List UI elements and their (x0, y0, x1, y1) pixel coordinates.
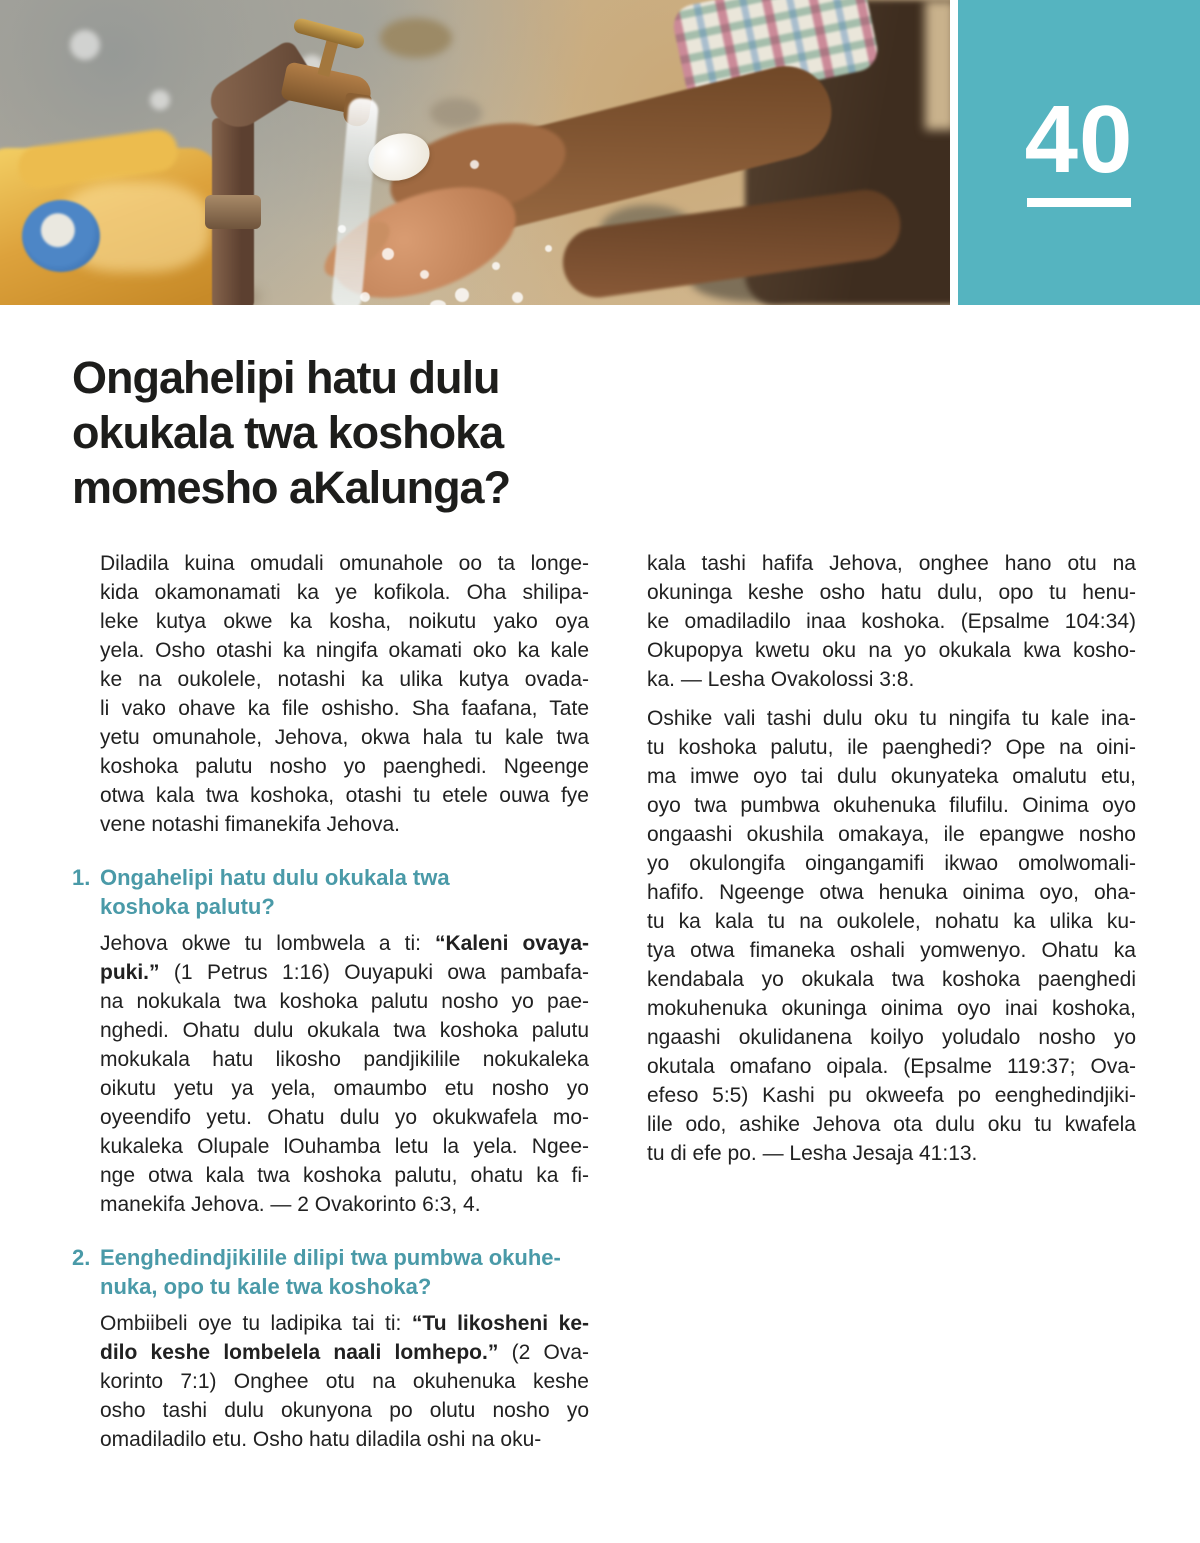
text-line: ka. — Lesha Ovakolossi 3:8. (647, 668, 915, 691)
text-line: Diladila kuina omudali omunahole oo ta longe- (100, 552, 589, 575)
lesson-number: 40 (1024, 86, 1134, 193)
text-line: vene notashi fimanekifa Jehova. (100, 813, 401, 836)
water-drop (360, 292, 370, 302)
text-line: yetu omunahole, Jehova, okwa hala tu kale twa (100, 726, 589, 749)
text-line: Okupopya kwetu oku na yo okukala kwa kosho- (647, 639, 1136, 662)
question-line: Eenghedindjikilile dilipi twa pumbwa okuhe- (100, 1245, 561, 1270)
text-line: kala tashi hafifa Jehova, onghee hano otu na (647, 552, 1136, 575)
water-drop (455, 288, 469, 302)
text-line: yo okulongifa oingangamifi ikwao omolwomali- (647, 852, 1136, 875)
paragraph (72, 549, 589, 839)
header-photo (0, 0, 950, 305)
text-line: kendabala yo okukala twa koshoka paenghedi (647, 968, 1136, 991)
jerrycan-cap (22, 200, 100, 272)
scripture-quote-bold: “Tu likosheni ke- (411, 1312, 589, 1335)
question-text (100, 1243, 561, 1301)
text-line: otwa kala twa koshoka, otashi tu etele ouwa fye (100, 784, 589, 807)
water-drop (430, 300, 446, 305)
text-line: tu koshoka palutu, ile paenghedi? Ope na oini- (647, 736, 1136, 759)
question-heading (72, 1243, 589, 1301)
text-line: li vako ohave ka file oshisho. Sha faafana, Tate (100, 697, 589, 720)
text-line: omadiladilo etu. Osho hatu diladila oshi na oku- (100, 1428, 542, 1451)
left-column (72, 549, 589, 1454)
text-line (100, 1309, 589, 1338)
water-drop (492, 262, 500, 270)
text-line: nge otwa kala twa koshoka palutu, ohatu ka fi- (100, 1164, 589, 1187)
text-line: ke na oukolele, notashi ka ulika kutya ovada- (100, 668, 589, 691)
water-drop (512, 292, 523, 303)
article-body (72, 549, 1137, 1454)
question-number: 2. (72, 1245, 91, 1270)
text-line: tu ka kala tu na oukolele, nohatu ka ulika ku- (647, 910, 1136, 933)
text-line: oyo twa pumbwa okuhenuka filufilu. Oinima oyo (647, 794, 1136, 817)
text-line: okuninga keshe osho hatu dulu, opo tu henu- (647, 581, 1136, 604)
scripture-quote-bold: puki.” (100, 961, 160, 984)
text-line: mokuhenuka okuninga oinima oyo inai koshoka, (647, 997, 1136, 1020)
text-line: oyeendifo yetu. Ohatu dulu yo okukwafela mo- (100, 1106, 589, 1129)
paragraph (619, 704, 1136, 1168)
scripture-quote-bold: dilo keshe lombelela naali lomhepo.” (100, 1341, 499, 1364)
text-segment: Jehova okwe tu lombwela a ti: (100, 932, 435, 955)
text-line: mokukala hatu likosho pandjikilile nokukaleka (100, 1048, 589, 1071)
bokeh-highlight (150, 90, 170, 110)
text-line: ma imwe oyo tai dulu okunyateka omalutu etu, (647, 765, 1136, 788)
question-number: 1. (72, 865, 91, 890)
scripture-quote-bold: “Kaleni ovaya- (434, 932, 589, 955)
ground-stone (380, 18, 452, 58)
lesson-number-underline (1027, 198, 1131, 207)
water-drop (420, 270, 429, 279)
water-drop (338, 225, 346, 233)
paragraph (619, 549, 1136, 694)
text-line: okutala omafano oipala. (Epsalme 119:37; Ova- (647, 1055, 1136, 1078)
title-line: okukala twa koshoka (72, 407, 504, 458)
text-segment: (1 Petrus 1:16) Ouyapuki owa pambafa- (159, 961, 589, 984)
text-line: lile odo, ashike Jehova ota dulu oku tu kwafela (647, 1113, 1136, 1136)
bokeh-highlight (70, 30, 100, 60)
text-line: manekifa Jehova. — 2 Ovakorinto 6:3, 4. (100, 1193, 481, 1216)
text-line: Oshike vali tashi dulu oku tu ningifa tu kale ina- (647, 707, 1136, 730)
pipe-joint (205, 195, 261, 229)
text-line: korinto 7:1) Onghee otu na okuhenuka keshe (100, 1370, 589, 1393)
text-line: ke omadiladilo inaa koshoka. (Epsalme 104:34) (647, 610, 1136, 633)
text-line: oikutu yetu ya yela, omaumbo etu nosho yo (100, 1077, 589, 1100)
text-line: hafifo. Ngeenge otwa henuka oinima oyo, oha- (647, 881, 1136, 904)
question-heading (72, 863, 589, 921)
question-text (100, 863, 450, 921)
text-line (100, 958, 589, 987)
lesson-number-box (958, 0, 1200, 305)
text-line: tya otwa fimaneka oshali yomwenyo. Ohatu ka (647, 939, 1136, 962)
text-line: kukaleka Olupale lOuhamba letu la yela. Ngee- (100, 1135, 589, 1158)
ground-gap (925, 0, 950, 130)
text-line: osho tashi dulu okunyona po olutu nosho yo (100, 1399, 589, 1422)
question-line: Ongahelipi hatu dulu okukala twa (100, 865, 450, 890)
water-drop (545, 245, 552, 252)
text-line (100, 929, 589, 958)
water-drop (382, 248, 394, 260)
text-line: efeso 5:5) Kashi pu okweefa po eenghedindjiki- (647, 1084, 1136, 1107)
text-line: nghedi. Ohatu dulu okukala twa koshoka palutu (100, 1019, 589, 1042)
title-line: momesho aKalunga? (72, 462, 511, 513)
text-line: koshoka palutu nosho yo paenghedi. Ngeenge (100, 755, 589, 778)
title-line: Ongahelipi hatu dulu (72, 352, 500, 403)
article-title (72, 350, 712, 515)
text-line: leke kutya okwe ka kosha, noikutu yako oya (100, 610, 589, 633)
text-line: ngaashi okulidanena koilyo yoludalo nosho yo (647, 1026, 1136, 1049)
text-line: ongaashi okushila omakaya, ile epangwe nosho (647, 823, 1136, 846)
text-line: kida okamonamati ka ye kofikola. Oha shilipa- (100, 581, 589, 604)
paragraph (72, 1309, 589, 1454)
header-banner (0, 0, 1200, 305)
question-line: koshoka palutu? (100, 894, 275, 919)
water-drop (470, 160, 479, 169)
text-line (100, 1338, 589, 1367)
text-line: na nokukala twa koshoka palutu nosho yo pae- (100, 990, 589, 1013)
text-line: yela. Osho otashi ka ningifa okamati oko ka kale (100, 639, 589, 662)
right-column (619, 549, 1136, 1454)
text-segment: Ombiibeli oye tu ladipika tai ti: (100, 1312, 412, 1335)
text-line: tu di efe po. — Lesha Jesaja 41:13. (647, 1142, 978, 1165)
text-segment: (2 Ova- (498, 1341, 589, 1364)
paragraph (72, 929, 589, 1219)
ground-stone (430, 98, 482, 128)
question-line: nuka, opo tu kale twa koshoka? (100, 1274, 432, 1299)
